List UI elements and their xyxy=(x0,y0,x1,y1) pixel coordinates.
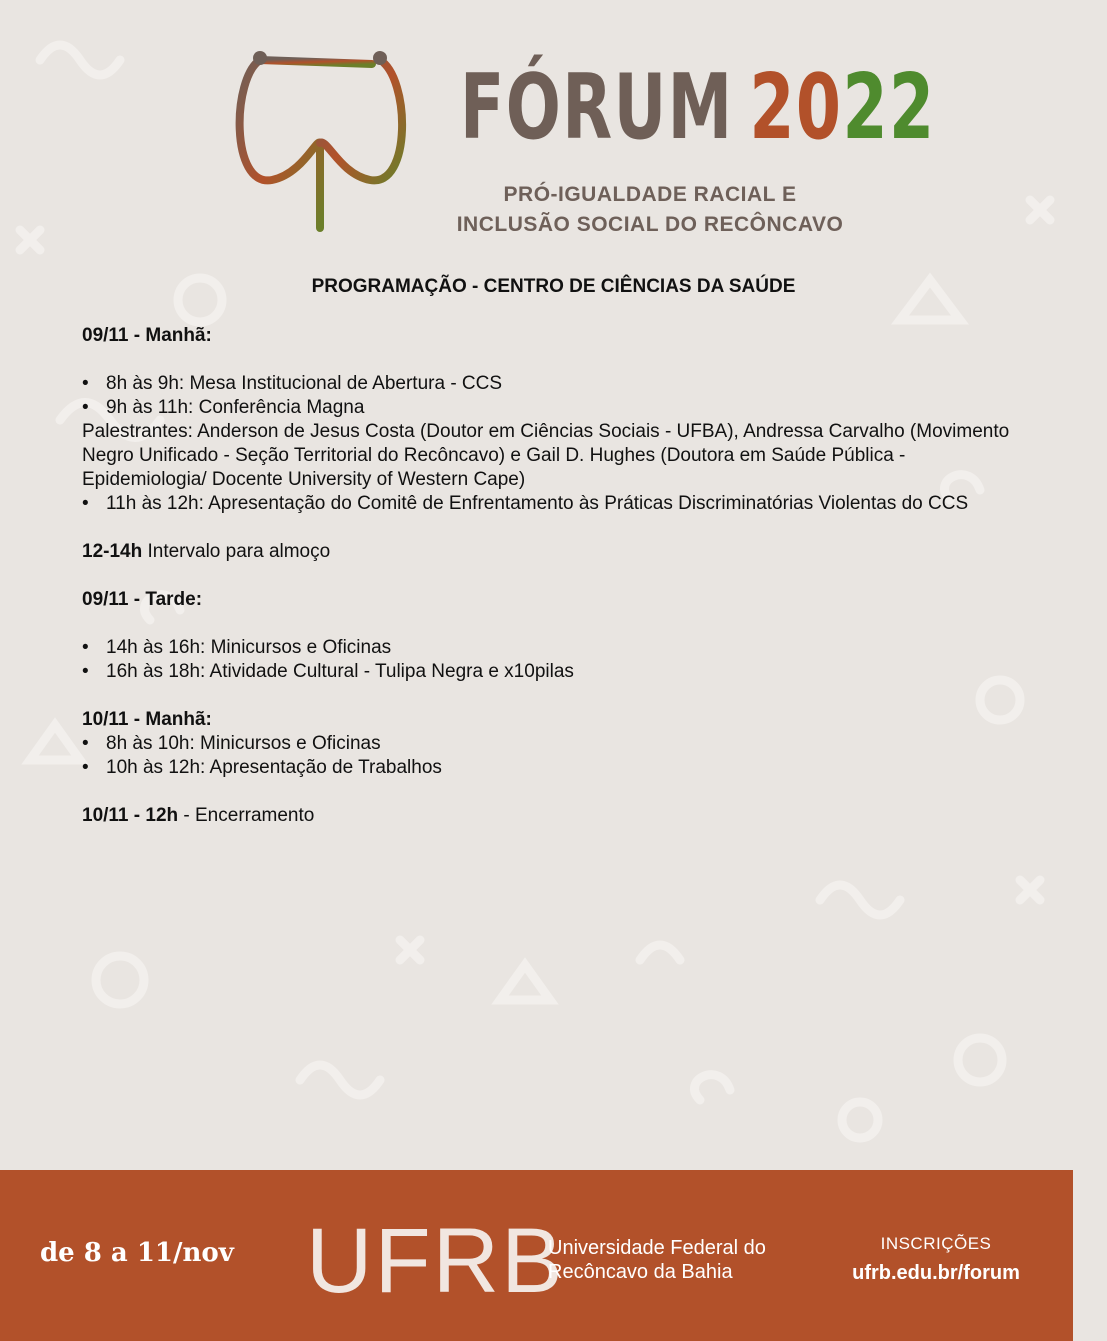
ufrb-logo-text: UFRB xyxy=(306,1210,565,1312)
lunch-time: 12-14h xyxy=(82,541,143,562)
signup-block xyxy=(836,1234,1036,1285)
day1-afternoon-list xyxy=(82,636,1032,684)
program-content xyxy=(82,324,1032,828)
lunch-line xyxy=(82,540,1032,564)
title-part-22: 22 xyxy=(842,55,936,160)
day2-morning-list xyxy=(82,732,1032,780)
list-item: • 10h às 12h: Apresentação de Trabalhos xyxy=(82,756,1032,780)
signup-label: INSCRIÇÕES xyxy=(880,1234,992,1253)
closing-time: 10/11 - 12h xyxy=(82,805,179,826)
event-dates: de 8 a 11/nov xyxy=(40,1238,234,1268)
ufrb-logo-icon xyxy=(306,1200,565,1312)
signup-link[interactable]: ufrb.edu.br/forum xyxy=(852,1262,1020,1284)
subtitle-line-2: INCLUSÃO SOCIAL DO RECÔNCAVO xyxy=(456,213,844,236)
closing-line xyxy=(82,804,1032,828)
university-line-2: Recôncavo da Bahia xyxy=(548,1261,733,1283)
title-part-forum: FÓRUM xyxy=(460,55,734,160)
day2-morning-title: 10/11 - Manhã: xyxy=(82,709,212,730)
subtitle xyxy=(440,180,860,240)
list-item: • 9h às 11h: Conferência Magna xyxy=(82,396,1032,420)
forum-logo-icon xyxy=(232,48,412,234)
list-item: • 16h às 18h: Atividade Cultural - Tulipa Negra e x10pilas xyxy=(82,660,1032,684)
day1-morning-list xyxy=(82,372,1032,420)
speakers-text: Palestrantes: Anderson de Jesus Costa (Doutor em Ciências Sociais - UFBA), Andressa Carvalho (Movimento Negro Unificado - Seção Territorial do Recôncavo) e Gail D. Hughes (Doutora em Saúde Pública - Epidemiologia/ Docente University of Western Cape) xyxy=(82,421,1010,490)
subtitle-line-1: PRÓ-IGUALDADE RACIAL E xyxy=(503,183,797,206)
program-heading: PROGRAMAÇÃO - CENTRO DE CIÊNCIAS DA SAÚDE xyxy=(311,276,796,297)
closing-text: - Encerramento xyxy=(178,805,315,826)
list-item: • 8h às 10h: Minicursos e Oficinas xyxy=(82,732,1032,756)
list-item: • 11h às 12h: Apresentação do Comitê de Enfrentamento às Práticas Discriminatórias Violentas do CCS xyxy=(82,492,1032,516)
footer xyxy=(0,1170,1073,1341)
forum-title xyxy=(460,55,936,160)
lunch-text: Intervalo para almoço xyxy=(142,541,331,562)
list-item: • 14h às 16h: Minicursos e Oficinas xyxy=(82,636,1032,660)
title-part-20: 20 xyxy=(749,55,843,160)
university-line-1: Universidade Federal do xyxy=(548,1237,766,1259)
day1-morning-title: 09/11 - Manhã: xyxy=(82,325,212,346)
day1-afternoon-title: 09/11 - Tarde: xyxy=(82,589,203,610)
list-item: • 8h às 9h: Mesa Institucional de Abertura - CCS xyxy=(82,372,1032,396)
university-name xyxy=(548,1236,766,1284)
